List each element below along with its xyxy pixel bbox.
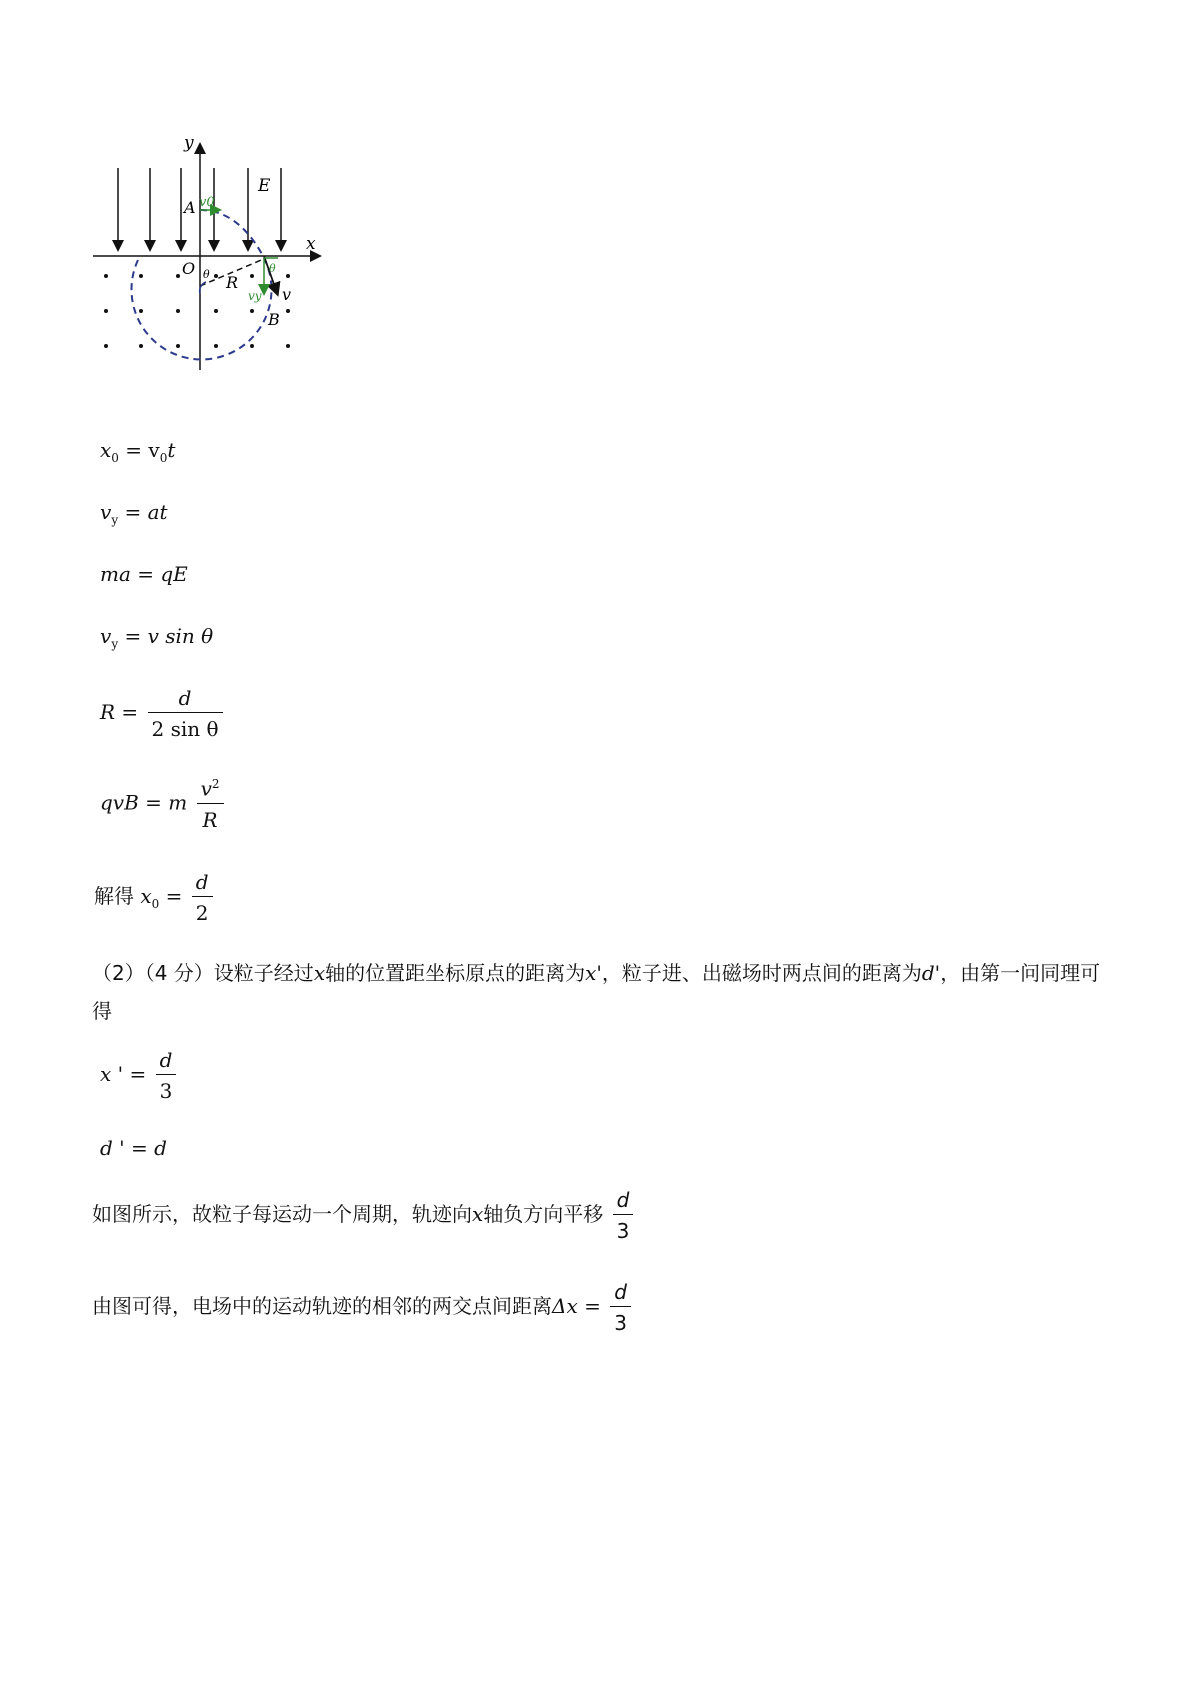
equation-d-prime: d ' = d — [100, 1136, 167, 1160]
equation-result-x0: 解得 $x_0$ = $\frac{d}{2}$ — [94, 872, 216, 923]
point-b-label: B — [268, 310, 280, 329]
radius-label: R — [226, 273, 239, 292]
fraction: $\frac{d}{3}$ — [610, 1282, 631, 1333]
v-label: v — [282, 285, 292, 304]
equation-radius: R = $\frac{d}{\text{2 sin θ}}$ — [100, 688, 226, 739]
y-axis-label: y — [184, 133, 194, 153]
physics-diagram — [88, 128, 388, 408]
theta-left-label: θ — [203, 268, 210, 281]
fraction: $\frac{d}{2}$ — [192, 872, 213, 923]
fraction: $\frac{d}{\text{2 sin θ}}$ — [148, 688, 223, 739]
equation-lorentz: qvB = m $\frac{v^2}{R}$ — [100, 778, 227, 830]
fraction: $\frac{d}{3}$ — [156, 1050, 177, 1101]
x-axis-label: x — [306, 234, 316, 254]
fraction: $\frac{v^2}{R}$ — [197, 778, 224, 830]
theta-right-label: θ — [269, 262, 276, 275]
point-a-label: A — [184, 198, 196, 217]
equation-vy-at: $v_y$ = at — [100, 500, 168, 527]
field-label: E — [258, 176, 271, 196]
delta-sentence: 由图可得，电场中的运动轨迹的相邻的两交点间距离Δx = $\frac{d}{3}$ — [92, 1282, 1112, 1333]
vy-label: vy — [248, 289, 262, 303]
part2-paragraph: （2）（4 分）设粒子经过x轴的位置距坐标原点的距离为x'，粒子进、出磁场时两点间的距离为d'，由第一问同理可得 — [92, 961, 1101, 1023]
equation-vy-vsin: $v_y = v$ sin θ — [100, 624, 214, 651]
shift-sentence: 如图所示，故粒子每运动一个周期，轨迹向x轴负方向平移 $\frac{d}{3}$ — [92, 1190, 1112, 1241]
field-trajectory-diagram — [88, 128, 388, 408]
v0-label: v0 — [199, 195, 215, 210]
origin-label: O — [182, 259, 196, 278]
equation-x0: $x_0 = v_0t$ — [100, 438, 176, 465]
equation-ma-qe: ma = qE — [100, 562, 188, 586]
fraction: $\frac{d}{3}$ — [613, 1190, 634, 1241]
equation-x-prime: x ' = $\frac{d}{3}$ — [100, 1050, 179, 1101]
